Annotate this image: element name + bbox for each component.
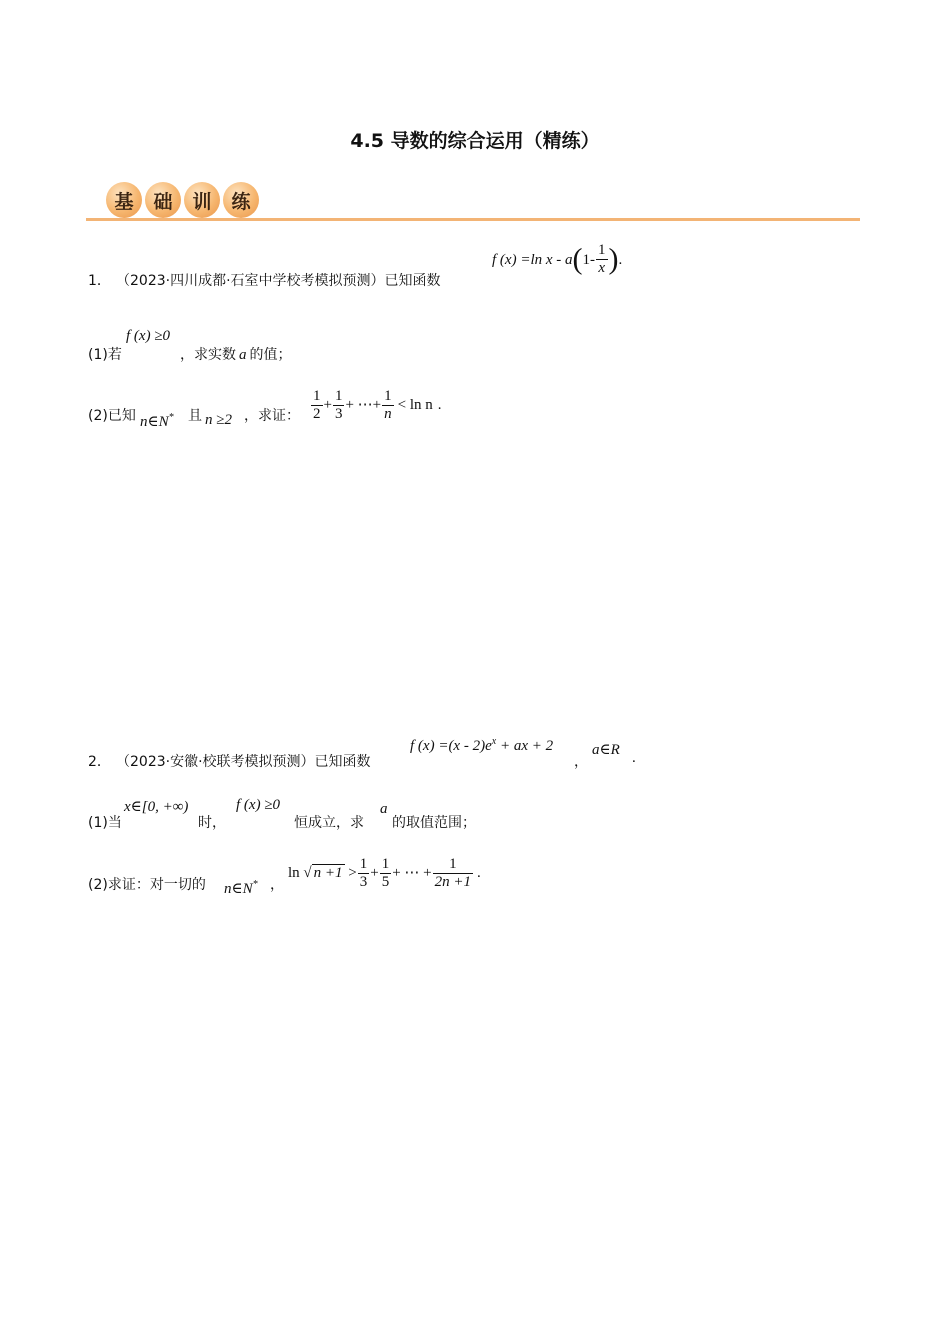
q1-part2-inequality: $\frac{1}{2}$ + $\frac{1}{3}$ + ⋯+ $\frac{1}{n}$ < ln n . — [313, 388, 442, 422]
q2-part2-comma: ， — [270, 877, 284, 893]
q1-formula: f (x) =ln x - a(1- $\frac{1}{x}$ ). — [492, 242, 623, 276]
q2-part1-label: (1)当 — [88, 815, 122, 831]
banner-underline — [86, 218, 860, 221]
q2-part2-label: (2)求证：对一切的 — [88, 877, 206, 893]
q2-intro: （2023·安徽·校联考模拟预测）已知函数 — [116, 754, 371, 770]
q1-number: 1． — [88, 273, 111, 289]
q2-comma: ， — [574, 754, 588, 770]
q2-part1-text2: 的取值范围； — [392, 815, 476, 831]
banner-char-4: 练 — [223, 182, 259, 218]
q1-part2-cond1: n∈N* — [140, 412, 174, 430]
q2-number: 2． — [88, 754, 111, 770]
banner-char-1: 基 — [106, 182, 142, 218]
q2-part1-when: 时， — [198, 815, 226, 831]
q2-end: . — [632, 750, 636, 766]
q2-part2-inequality: ln √ n +1 > $\frac{1}{3}$ + $\frac{1}{5}$ + ⋯ + $\frac{1}{2n +1}$ . — [288, 856, 481, 890]
q2-part1-cond2: f (x) ≥0 — [236, 797, 281, 813]
q2-part1-condition: x∈[0, +∞) — [124, 799, 189, 815]
banner-char-3: 训 — [184, 182, 220, 218]
q1-part2-cond2: n ≥2 — [205, 412, 232, 428]
q2-part1-text: 恒成立，求 — [294, 815, 364, 831]
q2-part2-cond: n∈N* — [224, 879, 258, 897]
q2-part1-var: a — [380, 801, 388, 817]
section-banner — [86, 180, 860, 224]
q1-intro: （2023·四川成都·石室中学校考模拟预测）已知函数 — [116, 273, 441, 289]
page-title: 4.5 导数的综合运用（精练） — [350, 130, 600, 152]
banner-char-2: 础 — [145, 182, 181, 218]
q2-formula: f $(x) =(x - 2)e^x$ + ax + 2 — [410, 736, 554, 754]
q2-domain: a∈R — [592, 742, 620, 758]
q1-part2-and: 且 — [188, 408, 202, 424]
q1-part2-label: (2)已知 — [88, 408, 136, 424]
q1-part1-label: (1)若 — [88, 347, 122, 363]
q1-part1-condition: f (x) ≥0 — [126, 328, 171, 344]
q1-part2-text: ，求证： — [244, 408, 300, 424]
q1-part1-text: ，求实数 a 的值； — [180, 347, 292, 363]
